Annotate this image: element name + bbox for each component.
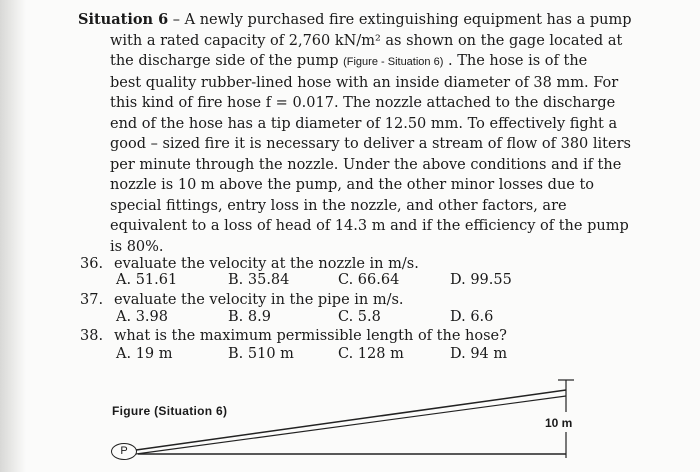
choice-c[interactable]: C. 128 m: [338, 346, 404, 362]
height-label: 10 m: [545, 416, 573, 430]
choice-c[interactable]: C. 66.64: [338, 272, 400, 288]
hose-line-upper: [136, 390, 566, 450]
hose-figure: [0, 370, 700, 472]
question-text: evaluate the velocity in the pipe in m/s.: [114, 292, 404, 308]
choice-b[interactable]: B. 510 m: [228, 346, 294, 362]
situation-line-10: special fittings, entry loss in the nozzle, and other factors, are: [110, 197, 567, 214]
question-number: 36.: [80, 256, 104, 272]
situation-line-2: with a rated capacity of 2,760 kN/m² as shown on the gage located at: [110, 32, 623, 49]
situation-line-8: per minute through the nozzle. Under the above conditions and if the: [110, 156, 622, 173]
situation-line-4: best quality rubber-lined hose with an inside diameter of 38 mm. For: [110, 74, 619, 91]
situation-paragraph: [78, 10, 632, 257]
question-37: [80, 291, 404, 309]
situation-label: Situation 6: [78, 11, 169, 28]
question-38: [80, 327, 507, 345]
question-number: 37.: [80, 292, 104, 308]
choice-a[interactable]: A. 19 m: [116, 346, 173, 362]
choice-a[interactable]: A. 3.98: [116, 309, 168, 325]
question-text: what is the maximum permissible length of the hose?: [114, 328, 507, 344]
situation-line-1: Situation 6 – A newly purchased fire extinguishing equipment has a pump: [78, 11, 632, 28]
choice-b[interactable]: B. 35.84: [228, 272, 290, 288]
situation-line-5: this kind of fire hose f = 0.017. The nozzle attached to the discharge: [110, 95, 616, 111]
choice-d[interactable]: D. 99.55: [450, 272, 512, 288]
figure-caption: Figure (Situation 6): [112, 404, 228, 418]
situation-line-6: end of the hose has a tip diameter of 12.50 mm. To effectively fight a: [110, 115, 618, 132]
pump-label: P: [111, 443, 137, 460]
question-number: 38.: [80, 328, 104, 344]
choice-a[interactable]: A. 51.61: [116, 272, 178, 288]
figure-reference: (Figure - Situation 6): [343, 56, 444, 68]
choice-b[interactable]: B. 8.9: [228, 309, 271, 325]
situation-line-12: is 80%.: [110, 238, 164, 255]
situation-line-7: good – sized fire it is necessary to deliver a stream of flow of 380 liters: [110, 136, 631, 152]
choice-d[interactable]: D. 94 m: [450, 346, 508, 362]
situation-line-11: equivalent to a loss of head of 14.3 m and if the efficiency of the pump: [110, 218, 629, 234]
choice-d[interactable]: D. 6.6: [450, 309, 494, 325]
choice-c[interactable]: C. 5.8: [338, 309, 381, 325]
situation-line-9: nozzle is 10 m above the pump, and the other minor losses due to: [110, 177, 595, 193]
situation-line-3: the discharge side of the pump (Figure - Situation 6) . The hose is of the: [110, 53, 588, 69]
question-text: evaluate the velocity at the nozzle in m/s.: [114, 256, 419, 272]
